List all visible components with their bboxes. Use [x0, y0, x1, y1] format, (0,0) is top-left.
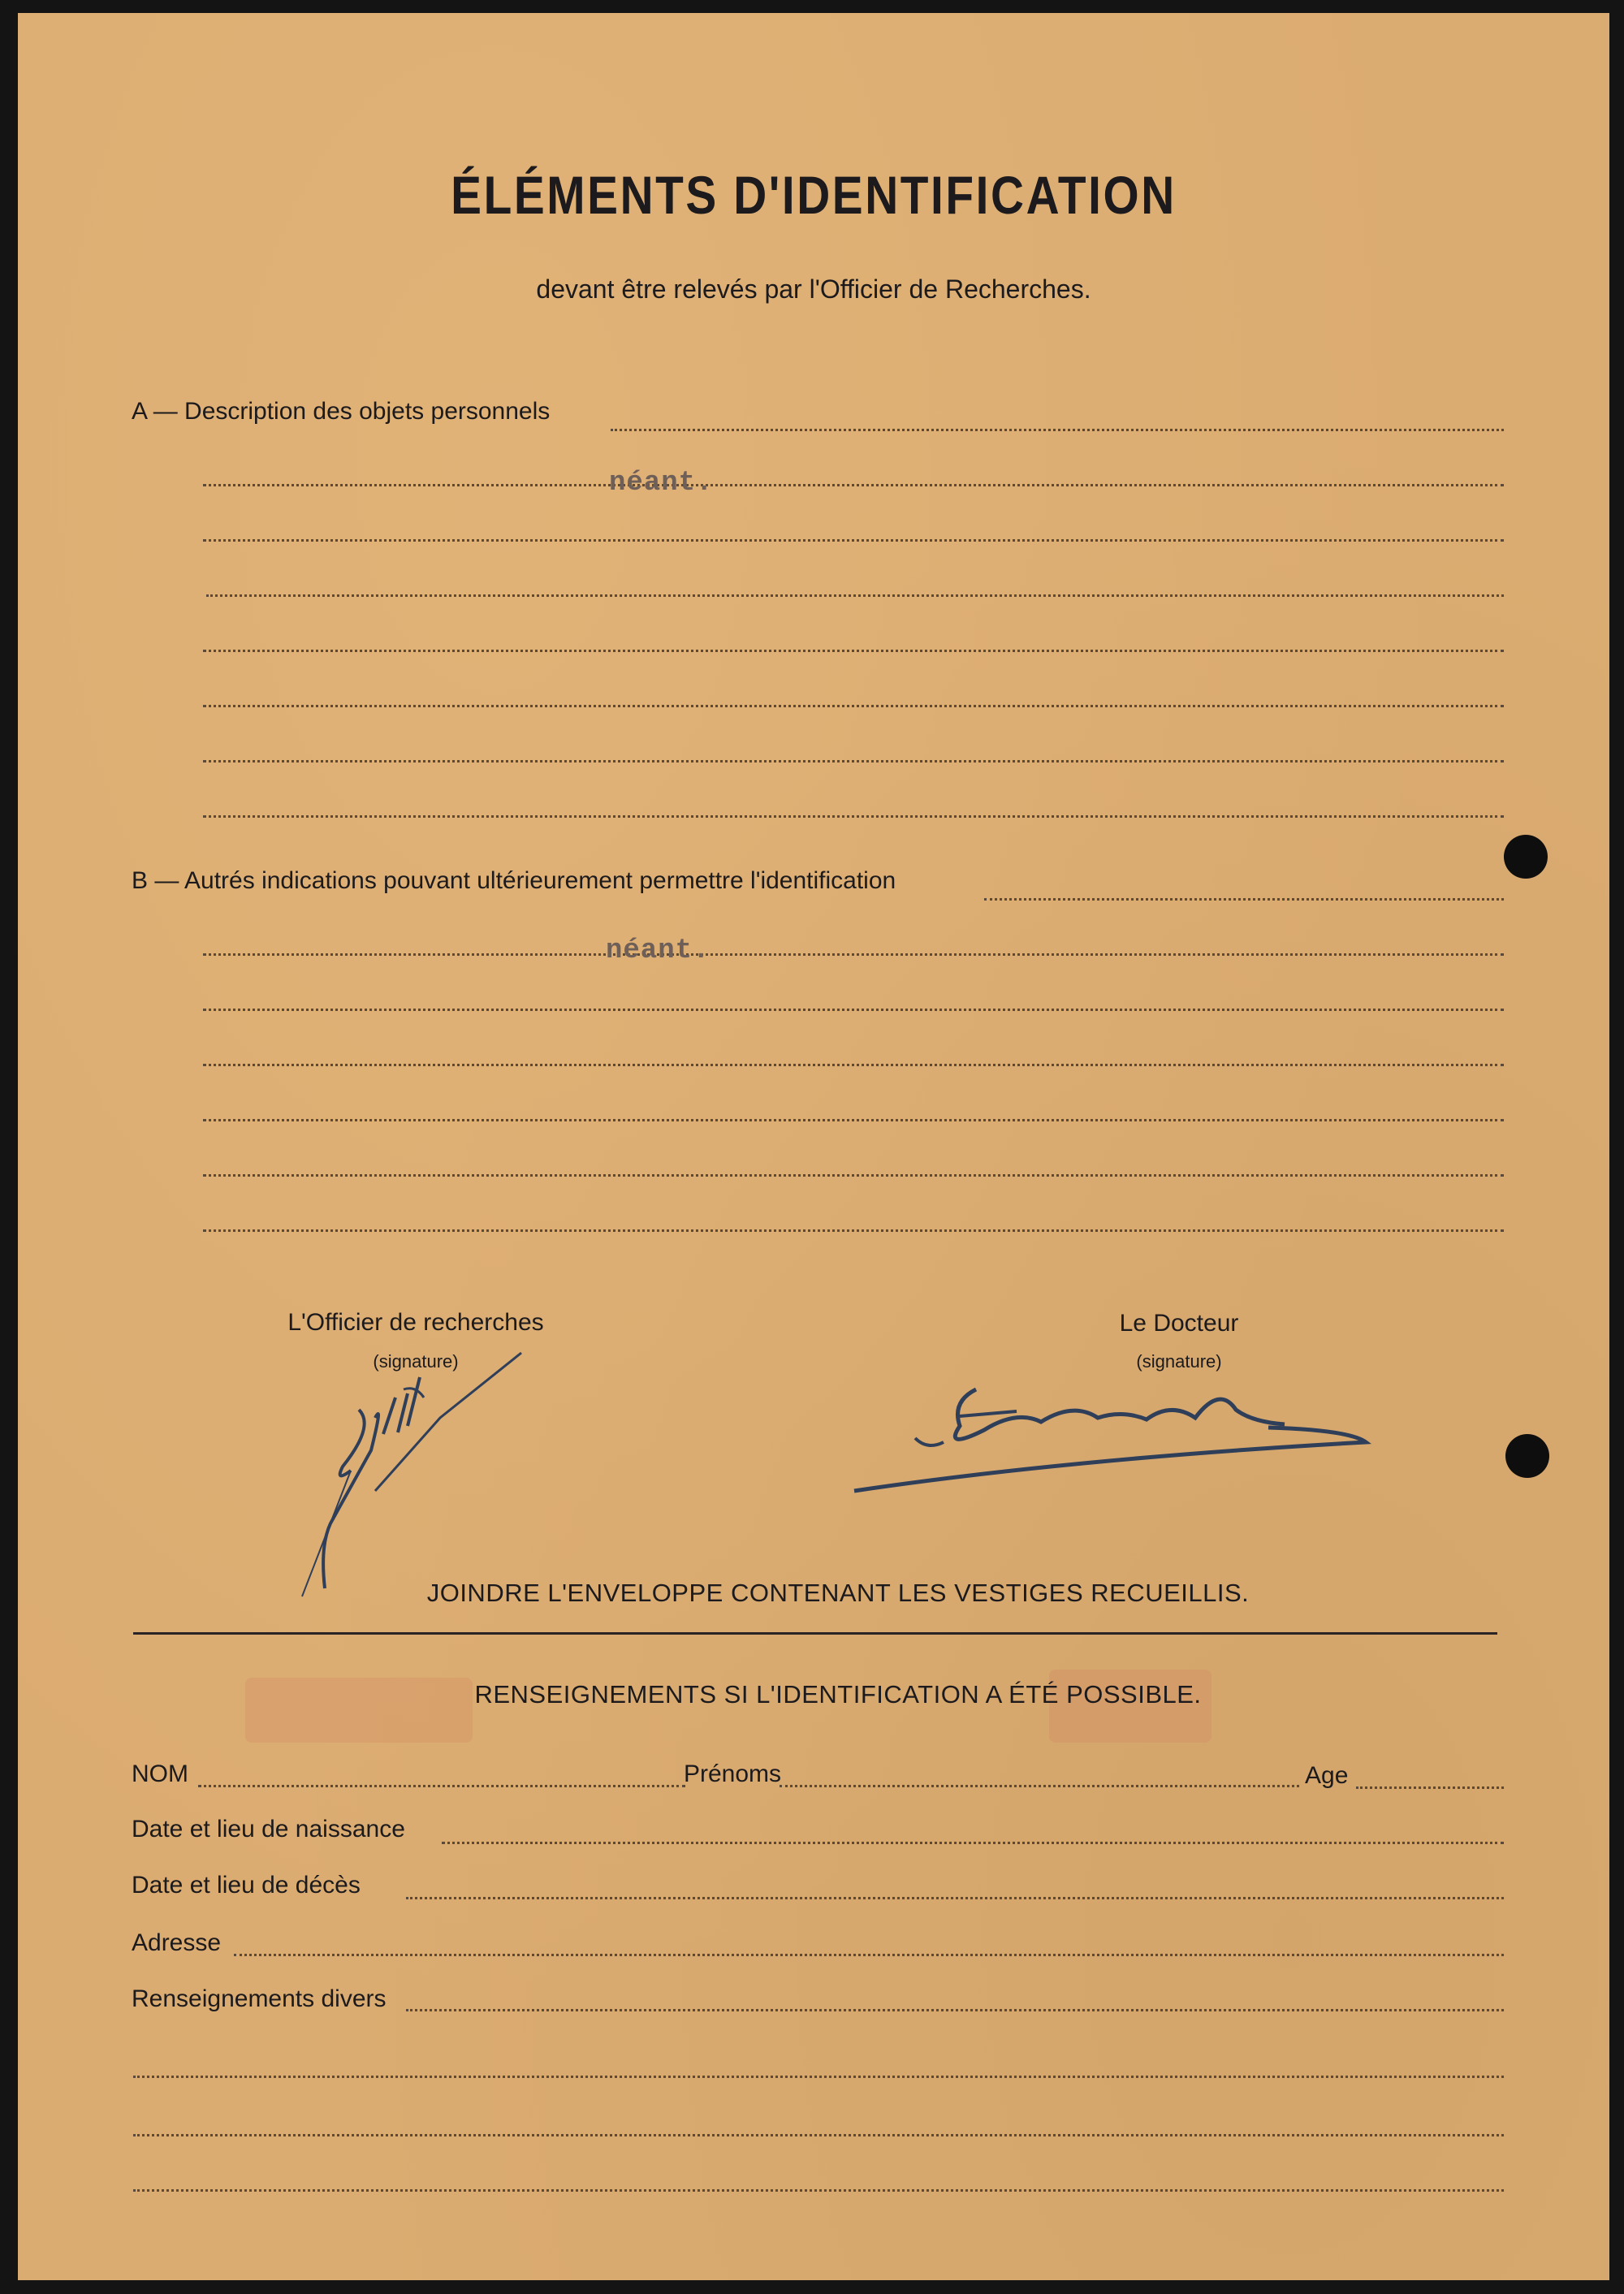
typed-entry: néant.	[606, 935, 710, 966]
doctor-signature-caption: (signature)	[1136, 1351, 1222, 1372]
death-label: Date et lieu de décès	[132, 1872, 361, 1899]
dotted-line	[203, 815, 1504, 818]
dotted-line	[203, 760, 1504, 763]
dotted-line	[133, 2134, 1504, 2136]
doctor-label: Le Docteur	[1119, 1310, 1239, 1337]
dotted-line	[203, 1064, 1504, 1066]
dotted-line	[234, 1954, 1504, 1956]
dotted-line	[203, 484, 1504, 486]
dotted-line	[203, 953, 1504, 956]
document-sheet	[18, 13, 1609, 2280]
dotted-line	[780, 1785, 1299, 1787]
dotted-line	[984, 898, 1504, 901]
nom-label: NOM	[132, 1760, 188, 1787]
dotted-line	[206, 594, 1504, 597]
address-label: Adresse	[132, 1929, 222, 1956]
misc-label: Renseignements divers	[132, 1985, 387, 2012]
dotted-line	[133, 2076, 1504, 2078]
officer-label: L'Officier de recherches	[287, 1309, 544, 1336]
punch-hole	[1504, 835, 1548, 879]
dotted-line	[198, 1785, 685, 1787]
punch-hole	[1505, 1434, 1549, 1478]
birth-label: Date et lieu de naissance	[132, 1816, 405, 1843]
dotted-line	[203, 1119, 1504, 1121]
age-label: Age	[1305, 1762, 1349, 1789]
section-b-label: B — Autrés indications pouvant ultérieurement permettre l'identification	[132, 867, 896, 894]
identification-heading: RENSEIGNEMENTS SI L'IDENTIFICATION A ÉTÉ POSSIBLE.	[474, 1680, 1202, 1709]
section-divider	[133, 1632, 1497, 1635]
envelope-instruction: JOINDRE L'ENVELOPPE CONTENANT LES VESTIGES RECUEILLIS.	[426, 1579, 1250, 1607]
dotted-line	[203, 539, 1504, 542]
dotted-line	[1356, 1786, 1504, 1789]
officer-signature-caption: (signature)	[373, 1351, 459, 1372]
typed-entry: néant.	[609, 468, 714, 499]
dotted-line	[406, 2009, 1504, 2011]
dotted-line	[442, 1842, 1504, 1844]
officer-signature	[253, 1328, 578, 1621]
dotted-line	[203, 650, 1504, 652]
dotted-line	[406, 1897, 1504, 1899]
document-subtitle: devant être relevés par l'Officier de Recherches.	[536, 274, 1091, 304]
dotted-line	[203, 1009, 1504, 1011]
dotted-line	[133, 2189, 1504, 2192]
dotted-line	[203, 1174, 1504, 1177]
doctor-signature	[830, 1353, 1415, 1515]
prenoms-label: Prénoms	[684, 1760, 782, 1787]
dotted-line	[203, 705, 1504, 707]
dotted-line	[611, 429, 1504, 431]
dotted-line	[203, 1229, 1504, 1232]
document-title: ÉLÉMENTS D'IDENTIFICATION	[451, 165, 1177, 225]
section-a-label: A — Description des objets personnels	[132, 398, 551, 425]
